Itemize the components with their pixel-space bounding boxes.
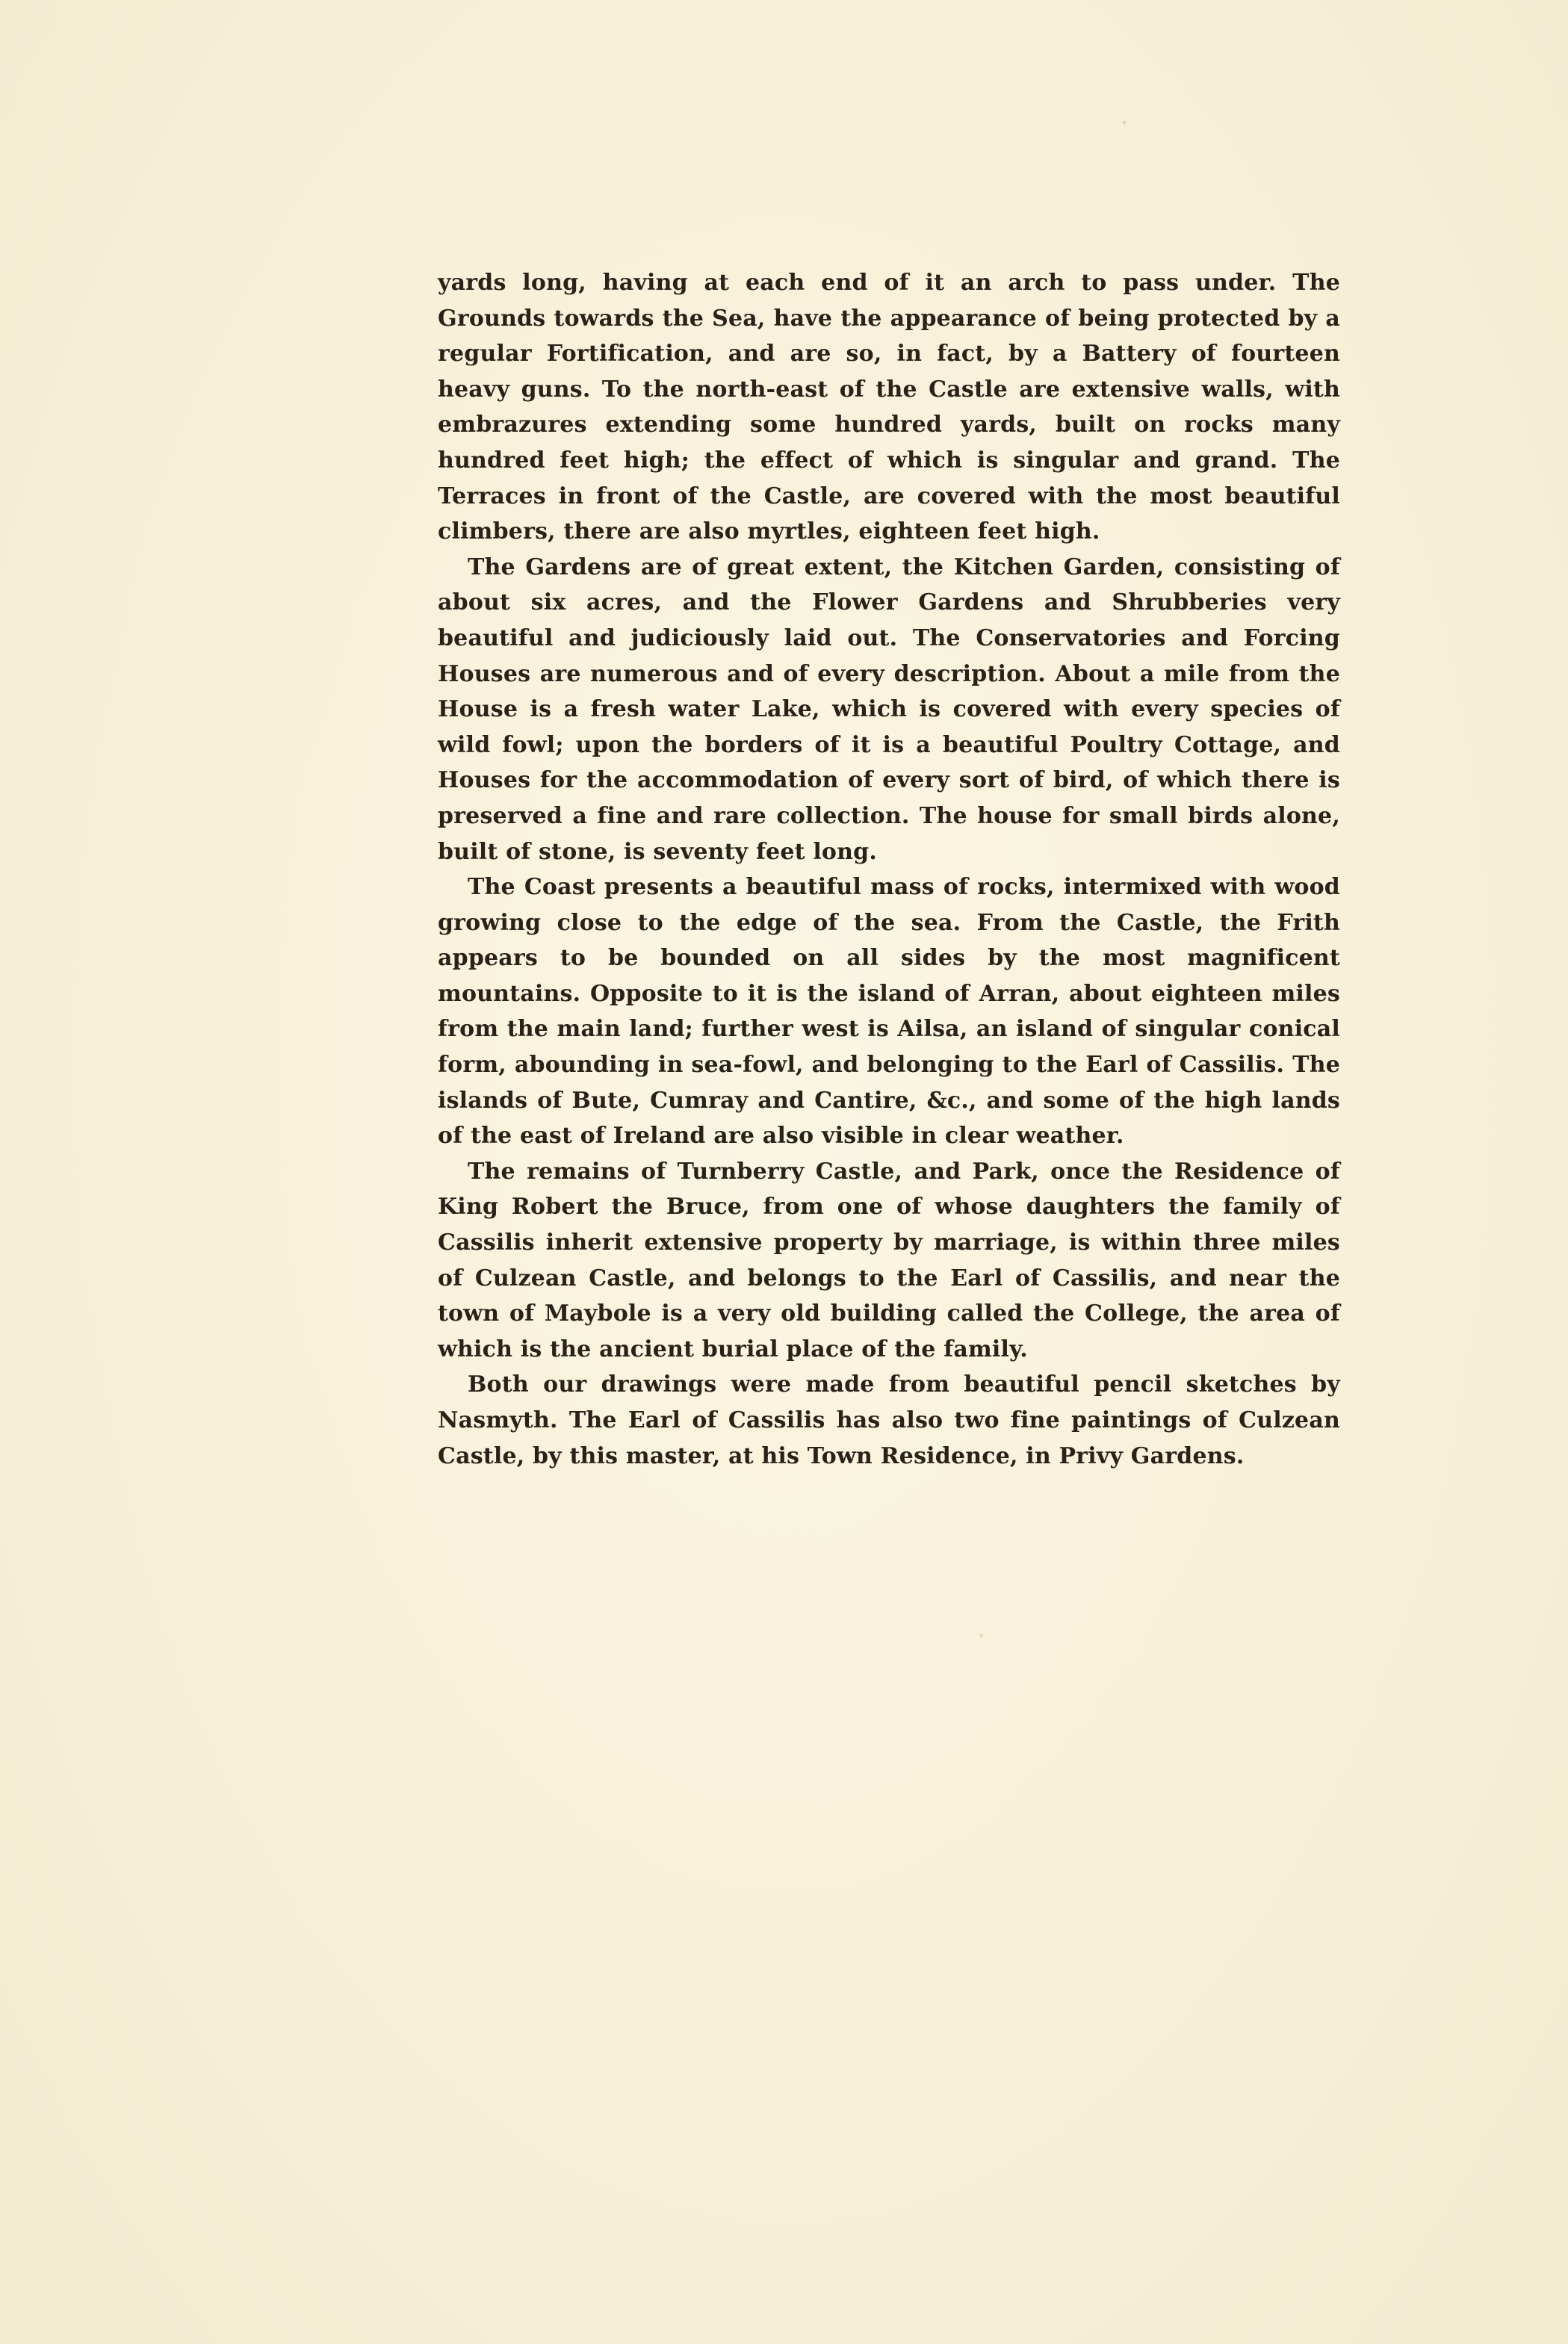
paragraph-coast: The Coast presents a beautiful mass of rocks, intermixed with wood growing close to the edge of the sea. From the Castle, the Frith appears to be bounded on all sides by the most magnificent mountains. Opposite to it is the island of Arran, about eighteen miles from the main land; further west is Ailsa, an island of singular conical form, abounding in sea-fowl, and belonging to the Earl of Cassilis. The islands of Bute, Cumray and Cantire, &c., and some of the high lands of the east of Ireland are also visible in clear weather.: [438, 874, 1340, 1150]
paragraph-gardens: The Gardens are of great extent, the Kitchen Garden, consisting of about six acres, and the Flower Gardens and Shrubberies very beautiful and judiciously laid out. The Conservatories and Forcing Houses are numerous and of every description. About a mile from the House is a fresh water Lake, which is covered with every species of wild fowl; upon the borders of it is a beautiful Poultry Cottage, and Houses for the accommodation of every sort of bird, of which there is preserved a fine and rare collection. The house for small birds alone, built of stone, is seventy feet long.: [438, 554, 1340, 865]
paper-speck: [980, 1634, 982, 1637]
paper-speck: [1123, 121, 1126, 124]
paragraph-turnberry: The remains of Turnberry Castle, and Park, once the Residence of King Robert the Bruce, from one of whose daughters the family of Cassilis inherit extensive property by marriage, is within three miles of Culzean Castle, and belongs to the Earl of Cassilis, and near the town of Maybole is a very old building called the College, the area of which is the ancient burial place of the family.: [438, 1158, 1340, 1362]
paragraph-castle-grounds: yards long, having at each end of it an arch to pass under. The Grounds towards the Sea, have the appearance of being protected by a regular Fortification, and are so, in fact, by a Battery of fourteen heavy guns. To the north-east of the Castle are extensive walls, with embrazures extending some hundred yards, built on rocks many hundred feet high; the effect of which is singular and grand. The Terraces in front of the Castle, are covered with the most beautiful climbers, there are also myrtles, eighteen feet high.: [438, 270, 1340, 545]
body-text: [438, 265, 1340, 1474]
paragraph-drawings: Both our drawings were made from beautiful pencil sketches by Nasmyth. The Earl of Cassilis has also two fine paintings of Culzean Castle, by this master, at his Town Residence, in Privy Gardens.: [438, 1371, 1340, 1469]
